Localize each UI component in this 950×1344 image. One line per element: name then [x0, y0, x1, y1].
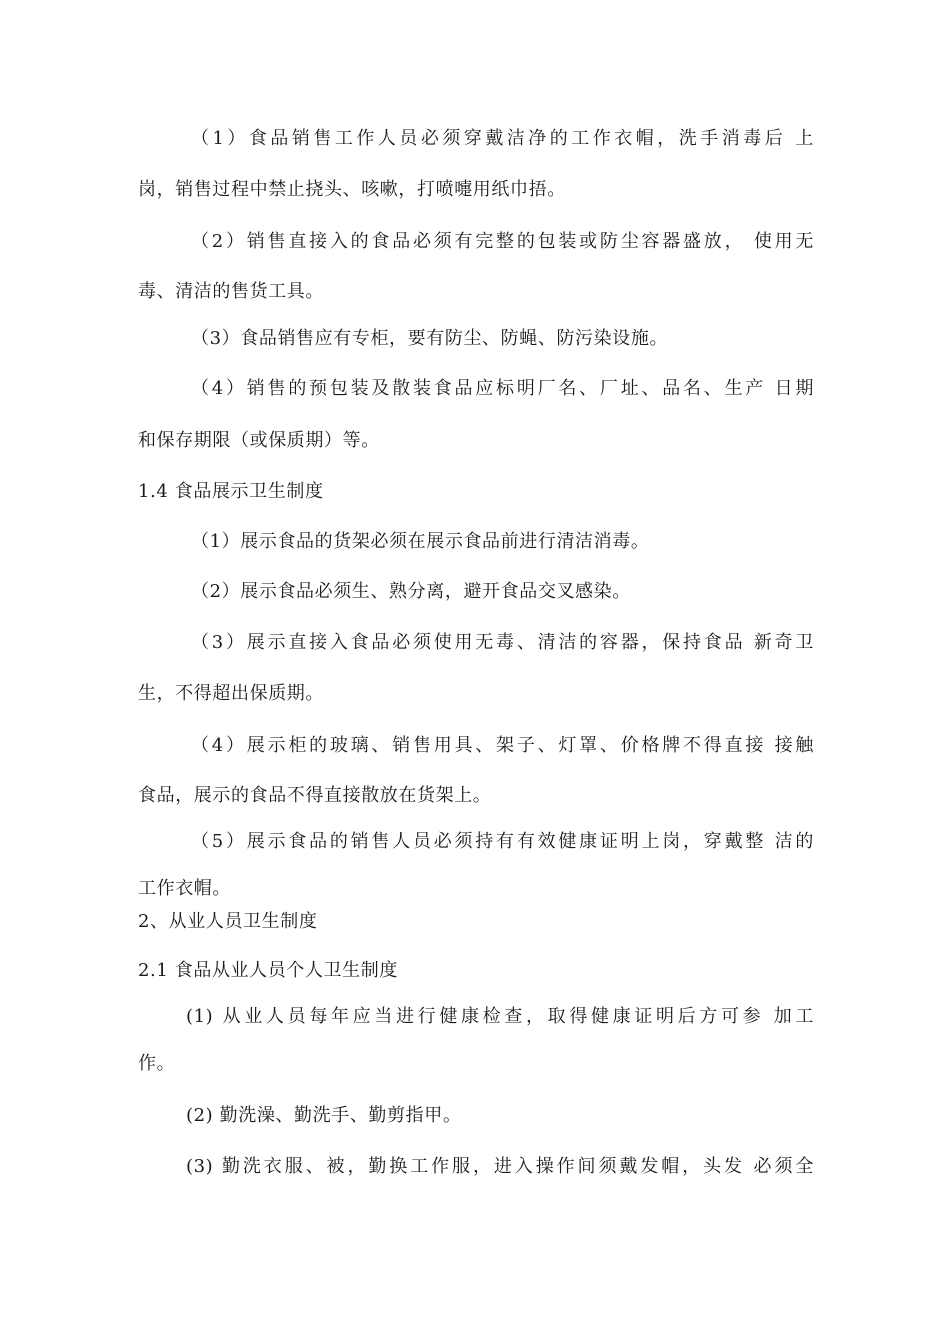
paragraph-line: （4）销售的预包装及散装食品应标明厂名、厂址、品名、生产 日期 [191, 378, 814, 399]
section-heading: 1.4 食品展示卫生制度 [138, 481, 324, 502]
section-heading: 2.1 食品从业人员个人卫生制度 [138, 960, 398, 981]
paragraph-line: （1）食品销售工作人员必须穿戴洁净的工作衣帽，洗手消毒后 上 [191, 128, 814, 149]
paragraph-line: （2）销售直接入的食品必须有完整的包装或防尘容器盛放， 使用无 [191, 231, 814, 252]
paragraph-line: （2）展示食品必须生、熟分离，避开食品交叉感染。 [191, 581, 631, 602]
paragraph-line: 和保存期限（或保质期）等。 [138, 430, 380, 451]
section-heading: 2、从业人员卫生制度 [138, 911, 318, 932]
paragraph-line: 生，不得超出保质期。 [138, 683, 324, 704]
paragraph-line: （1）展示食品的货架必须在展示食品前进行清洁消毒。 [191, 531, 650, 552]
paragraph-line: 工作衣帽。 [138, 878, 231, 899]
paragraph-line: 岗，销售过程中禁止挠头、咳嗽，打喷嚏用纸巾捂。 [138, 179, 566, 200]
paragraph-line: （3）展示直接入食品必须使用无毒、清洁的容器，保持食品 新奇卫 [191, 632, 814, 653]
paragraph-line: (1) 从业人员每年应当进行健康检查，取得健康证明后方可参 加工 [186, 1006, 814, 1027]
paragraph-line: （4）展示柜的玻璃、销售用具、架子、灯罩、价格牌不得直接 接触 [191, 735, 814, 756]
paragraph-line: （5）展示食品的销售人员必须持有有效健康证明上岗，穿戴整 洁的 [191, 831, 814, 852]
paragraph-line: 毒、清洁的售货工具。 [138, 281, 324, 302]
paragraph-line: （3）食品销售应有专柜，要有防尘、防蝇、防污染设施。 [191, 328, 669, 349]
paragraph-line: (2) 勤洗澡、勤洗手、勤剪指甲。 [186, 1105, 462, 1126]
paragraph-line: (3) 勤洗衣服、被，勤换工作服，进入操作间须戴发帽，头发 必须全 [186, 1156, 814, 1177]
paragraph-line: 食品，展示的食品不得直接散放在货架上。 [138, 785, 492, 806]
paragraph-line: 作。 [138, 1053, 176, 1074]
